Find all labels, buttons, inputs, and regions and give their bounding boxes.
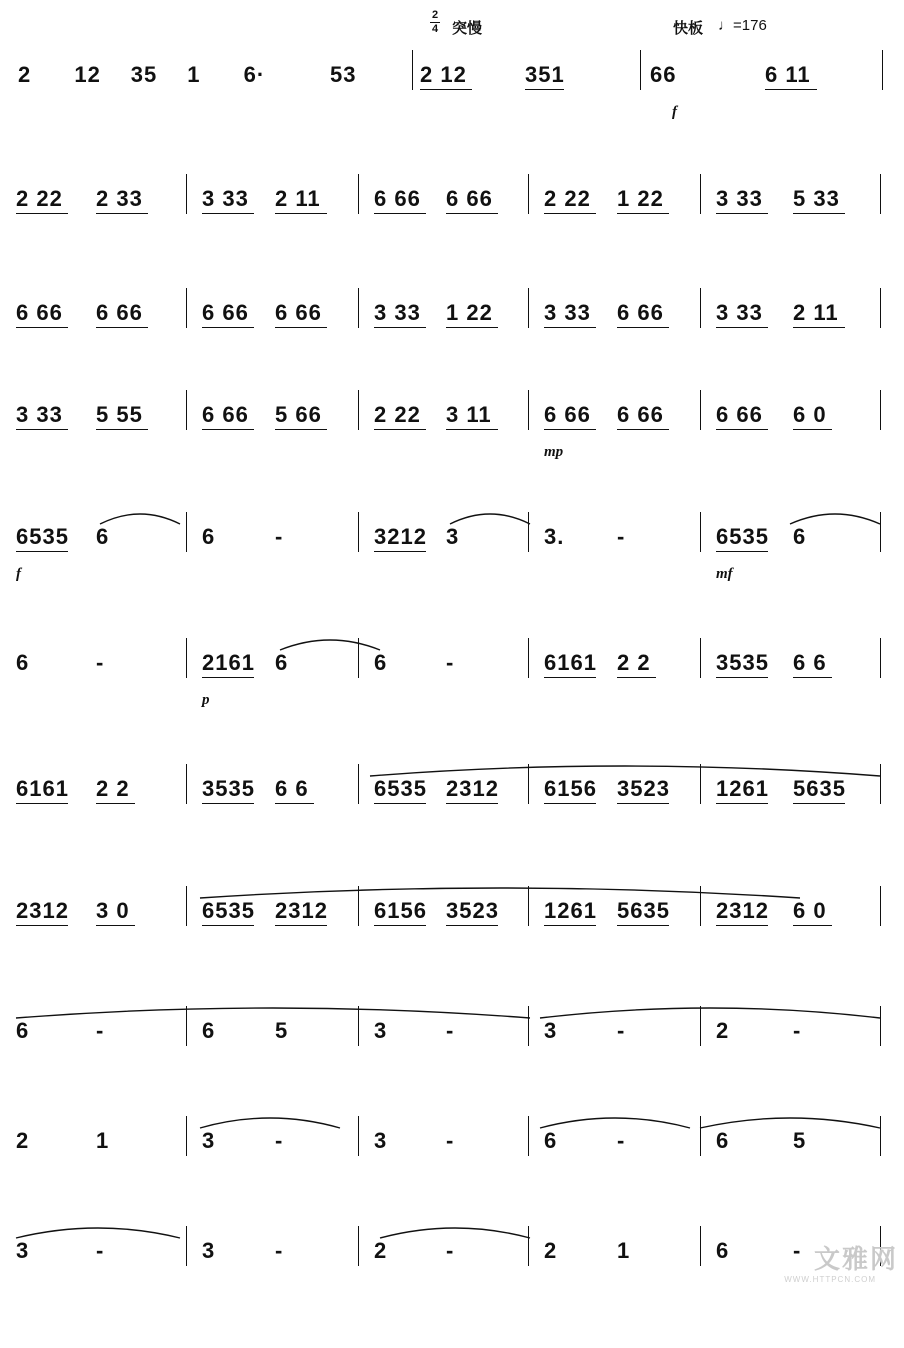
note-group: 2 12 xyxy=(420,62,467,87)
beam-line xyxy=(617,925,669,926)
note-group: 2312 xyxy=(716,898,769,923)
beam-line xyxy=(716,551,768,552)
beam-line xyxy=(275,803,314,804)
dynamic-marking: mf xyxy=(716,566,733,582)
slur xyxy=(200,1118,340,1128)
note-group: 3535 xyxy=(202,776,255,801)
slur-lines xyxy=(0,628,904,668)
bpm-label: ♩=176 xyxy=(718,17,767,34)
note-group: 5 66 xyxy=(275,402,322,427)
note-group: 6 xyxy=(202,524,216,549)
beam-line xyxy=(793,803,845,804)
note-group: 6 xyxy=(16,1018,30,1043)
bar-line xyxy=(882,50,883,90)
beam-line xyxy=(446,803,498,804)
note-group: 3 33 xyxy=(716,186,763,211)
slur-lines xyxy=(0,876,904,916)
time-signature xyxy=(430,10,440,35)
beam-line xyxy=(96,429,148,430)
beam-line xyxy=(716,213,768,214)
note-group: 6· xyxy=(243,62,266,87)
note-group: 2 22 xyxy=(374,402,421,427)
note-group: - xyxy=(96,1238,105,1263)
note-group: 2 2 xyxy=(96,776,130,801)
note-group: 6156 xyxy=(374,898,427,923)
beam-line xyxy=(202,213,254,214)
watermark-logo: 文雅网 xyxy=(813,1244,898,1274)
dynamic-marking: p xyxy=(202,692,210,708)
note-group: 3523 xyxy=(617,776,670,801)
note-group: 6 0 xyxy=(793,402,827,427)
beam-line xyxy=(617,327,669,328)
slur xyxy=(370,766,880,776)
slur xyxy=(380,1228,530,1238)
slur xyxy=(16,1228,180,1238)
note-group: 12 xyxy=(74,62,101,87)
note-group: 6535 xyxy=(16,524,69,549)
note-group: 3 33 xyxy=(202,186,249,211)
beam-line xyxy=(617,803,669,804)
beam-line xyxy=(420,89,472,90)
beam-line xyxy=(96,213,148,214)
bar-line xyxy=(186,288,187,328)
slur xyxy=(540,1008,880,1018)
beam-line xyxy=(446,213,498,214)
note-group: - xyxy=(793,1018,802,1043)
beam-line xyxy=(617,213,669,214)
bar-line xyxy=(186,390,187,430)
note-group: 2 11 xyxy=(275,186,321,211)
note-group: 6 xyxy=(96,524,110,549)
note-group: 2 11 xyxy=(793,300,839,325)
note-group: 5635 xyxy=(617,898,670,923)
note-group: - xyxy=(275,524,284,549)
score-row xyxy=(0,1238,904,1348)
beam-line xyxy=(765,89,817,90)
note-group: - xyxy=(446,1238,455,1263)
note-group: - xyxy=(96,1018,105,1043)
note-group: 6 0 xyxy=(793,898,827,923)
note-group: 6 6 xyxy=(793,650,827,675)
beam-line xyxy=(16,925,68,926)
note-group: 1 22 xyxy=(617,186,664,211)
note-group: 3 xyxy=(446,524,460,549)
note-group: 2 22 xyxy=(544,186,591,211)
note-group: - xyxy=(275,1238,284,1263)
note-group: 35 xyxy=(130,62,158,87)
note-group: 6 66 xyxy=(716,402,763,427)
beam-line xyxy=(202,925,254,926)
slur xyxy=(700,1118,880,1128)
note-group: 3 33 xyxy=(374,300,421,325)
bar-line xyxy=(358,174,359,214)
note-group: 3 xyxy=(374,1018,388,1043)
score-row xyxy=(0,62,904,172)
beam-line xyxy=(793,213,845,214)
beam-line xyxy=(617,677,656,678)
note-group: 3 33 xyxy=(544,300,591,325)
bar-line xyxy=(186,174,187,214)
bar-line xyxy=(700,390,701,430)
beam-line xyxy=(374,803,426,804)
note-group: - xyxy=(96,650,105,675)
note-group: 3 xyxy=(202,1238,216,1263)
note-group: 6 66 xyxy=(275,300,322,325)
bar-line xyxy=(880,288,881,328)
slur xyxy=(540,1118,690,1128)
beam-line xyxy=(16,803,68,804)
note-group: 1 xyxy=(187,62,201,87)
note-group: 1 22 xyxy=(446,300,493,325)
beam-line xyxy=(275,925,327,926)
note-group: 2 xyxy=(18,62,32,87)
tempo-marking-label: 快板 xyxy=(673,20,704,37)
note-group: 6 xyxy=(716,1238,730,1263)
slur xyxy=(450,514,530,524)
note-group: 2 22 xyxy=(16,186,63,211)
note-group: - xyxy=(275,1128,284,1153)
note-group: 6 6 xyxy=(275,776,309,801)
beam-line xyxy=(275,327,327,328)
note-group: 6535 xyxy=(202,898,255,923)
slur-lines xyxy=(0,502,904,542)
note-group: 6156 xyxy=(544,776,597,801)
slur-lines xyxy=(0,1216,904,1256)
note-group: 3 0 xyxy=(96,898,130,923)
beam-line xyxy=(374,327,426,328)
note-group: 2 xyxy=(16,1128,30,1153)
slur xyxy=(16,1008,530,1018)
slur-lines xyxy=(0,754,904,794)
note-group: 6 xyxy=(544,1128,558,1153)
note-group: 1 xyxy=(96,1128,110,1153)
note-group: 66 xyxy=(650,62,677,87)
note-group: 3 33 xyxy=(716,300,763,325)
beam-line xyxy=(544,429,596,430)
note-group: 6535 xyxy=(374,776,427,801)
beam-line xyxy=(202,677,254,678)
time-signature-top: 2 xyxy=(431,9,439,21)
beam-line xyxy=(716,327,768,328)
time-signature-bottom: 4 xyxy=(431,23,439,35)
bar-line xyxy=(528,174,529,214)
beam-line xyxy=(202,429,254,430)
dynamic-marking: f xyxy=(672,104,677,120)
note-group: 5 33 xyxy=(793,186,840,211)
beam-line xyxy=(275,213,327,214)
note-group: 2 xyxy=(544,1238,558,1263)
note-group: 2161 xyxy=(202,650,255,675)
note-group: 6 66 xyxy=(446,186,493,211)
note-group: - xyxy=(446,1018,455,1043)
note-group: 351 xyxy=(525,62,565,87)
beam-line xyxy=(793,429,832,430)
beam-line xyxy=(446,925,498,926)
beam-line xyxy=(374,925,426,926)
slur xyxy=(100,514,180,524)
score-row xyxy=(0,524,904,634)
bar-line xyxy=(358,288,359,328)
note-group: 6 xyxy=(275,650,289,675)
note-group: 3. xyxy=(544,524,565,549)
beam-line xyxy=(202,327,254,328)
beam-line xyxy=(96,327,148,328)
slur-lines xyxy=(0,1106,904,1146)
dynamic-marking: f xyxy=(16,566,21,582)
bar-line xyxy=(700,174,701,214)
slur xyxy=(280,640,380,650)
beam-line xyxy=(446,429,498,430)
note-group: 53 xyxy=(330,62,357,87)
note-group: 2 33 xyxy=(96,186,143,211)
note-group: 6 xyxy=(793,524,807,549)
note-group: 3523 xyxy=(446,898,499,923)
note-group: 1 xyxy=(617,1238,631,1263)
beam-line xyxy=(96,925,135,926)
note-group: 6 xyxy=(202,1018,216,1043)
beam-line xyxy=(793,677,832,678)
note-group: 6 66 xyxy=(16,300,63,325)
beam-line xyxy=(374,551,426,552)
bar-line xyxy=(640,50,641,90)
note-group: 3535 xyxy=(716,650,769,675)
tempo-change-label: 突慢 xyxy=(452,20,483,37)
note-group: 3 xyxy=(544,1018,558,1043)
note-group: 6 11 xyxy=(765,62,811,87)
beam-line xyxy=(716,677,768,678)
score-row xyxy=(0,300,904,410)
dynamic-marking: mp xyxy=(544,444,564,460)
beam-line xyxy=(16,551,68,552)
note-group: 6 xyxy=(16,650,30,675)
beam-line xyxy=(525,89,564,90)
note-group: - xyxy=(617,524,626,549)
beam-line xyxy=(544,677,596,678)
note-group: 3212 xyxy=(374,524,427,549)
note-group: 6 66 xyxy=(374,186,421,211)
note-group: 6 66 xyxy=(617,402,664,427)
beam-line xyxy=(374,429,426,430)
beam-line xyxy=(275,429,327,430)
note-group: - xyxy=(446,1128,455,1153)
note-group: 1261 xyxy=(544,898,597,923)
note-group: 6 66 xyxy=(96,300,143,325)
beam-line xyxy=(544,327,596,328)
beam-line xyxy=(544,925,596,926)
beam-line xyxy=(793,327,845,328)
beam-line xyxy=(716,925,768,926)
beam-line xyxy=(617,429,669,430)
watermark-url: WWW.HTTPCN.COM xyxy=(784,1275,876,1284)
note-group: 5 55 xyxy=(96,402,143,427)
note-group: 3 xyxy=(202,1128,216,1153)
note-group: 6 xyxy=(374,650,388,675)
note-group: 2 2 xyxy=(617,650,651,675)
note-group: 2312 xyxy=(16,898,69,923)
beam-line xyxy=(16,327,68,328)
beam-line xyxy=(793,925,832,926)
beam-line xyxy=(544,803,596,804)
beam-line xyxy=(544,213,596,214)
note-group: 3 33 xyxy=(16,402,63,427)
note-group: 5 xyxy=(275,1018,289,1043)
beam-line xyxy=(374,213,426,214)
note-group: 3 11 xyxy=(446,402,492,427)
note-group: 6535 xyxy=(716,524,769,549)
beam-line xyxy=(16,213,68,214)
note-group: 6 66 xyxy=(202,300,249,325)
note-group: 3 xyxy=(16,1238,30,1263)
score-row xyxy=(0,776,904,886)
note-group: 3 xyxy=(374,1128,388,1153)
note-group: - xyxy=(446,650,455,675)
slur xyxy=(200,888,800,898)
note-group: 2 xyxy=(716,1018,730,1043)
score-row xyxy=(0,186,904,296)
note-group: 2312 xyxy=(446,776,499,801)
note-group: 6 xyxy=(716,1128,730,1153)
bar-line xyxy=(700,288,701,328)
beam-line xyxy=(716,803,768,804)
slur xyxy=(790,514,880,524)
beam-line xyxy=(96,803,135,804)
note-group: 6 66 xyxy=(202,402,249,427)
note-group: - xyxy=(617,1128,626,1153)
note-group: 2312 xyxy=(275,898,328,923)
note-group: 6161 xyxy=(544,650,597,675)
bar-line xyxy=(358,390,359,430)
bar-line xyxy=(412,50,413,90)
score-row xyxy=(0,898,904,1008)
note-group: 6161 xyxy=(16,776,69,801)
bar-line xyxy=(880,174,881,214)
note-group: 6 66 xyxy=(617,300,664,325)
beam-line xyxy=(716,429,768,430)
bar-line xyxy=(880,390,881,430)
bar-line xyxy=(528,390,529,430)
note-group: 5635 xyxy=(793,776,846,801)
score-row xyxy=(0,650,904,760)
note-group: 6 66 xyxy=(544,402,591,427)
beam-line xyxy=(202,803,254,804)
note-group: 2 xyxy=(374,1238,388,1263)
note-group: - xyxy=(793,1238,802,1263)
note-group: - xyxy=(617,1018,626,1043)
note-group: 1261 xyxy=(716,776,769,801)
beam-line xyxy=(446,327,498,328)
score-row xyxy=(0,402,904,512)
beam-line xyxy=(16,429,68,430)
slur-lines xyxy=(0,996,904,1036)
note-group: 5 xyxy=(793,1128,807,1153)
bar-line xyxy=(528,288,529,328)
